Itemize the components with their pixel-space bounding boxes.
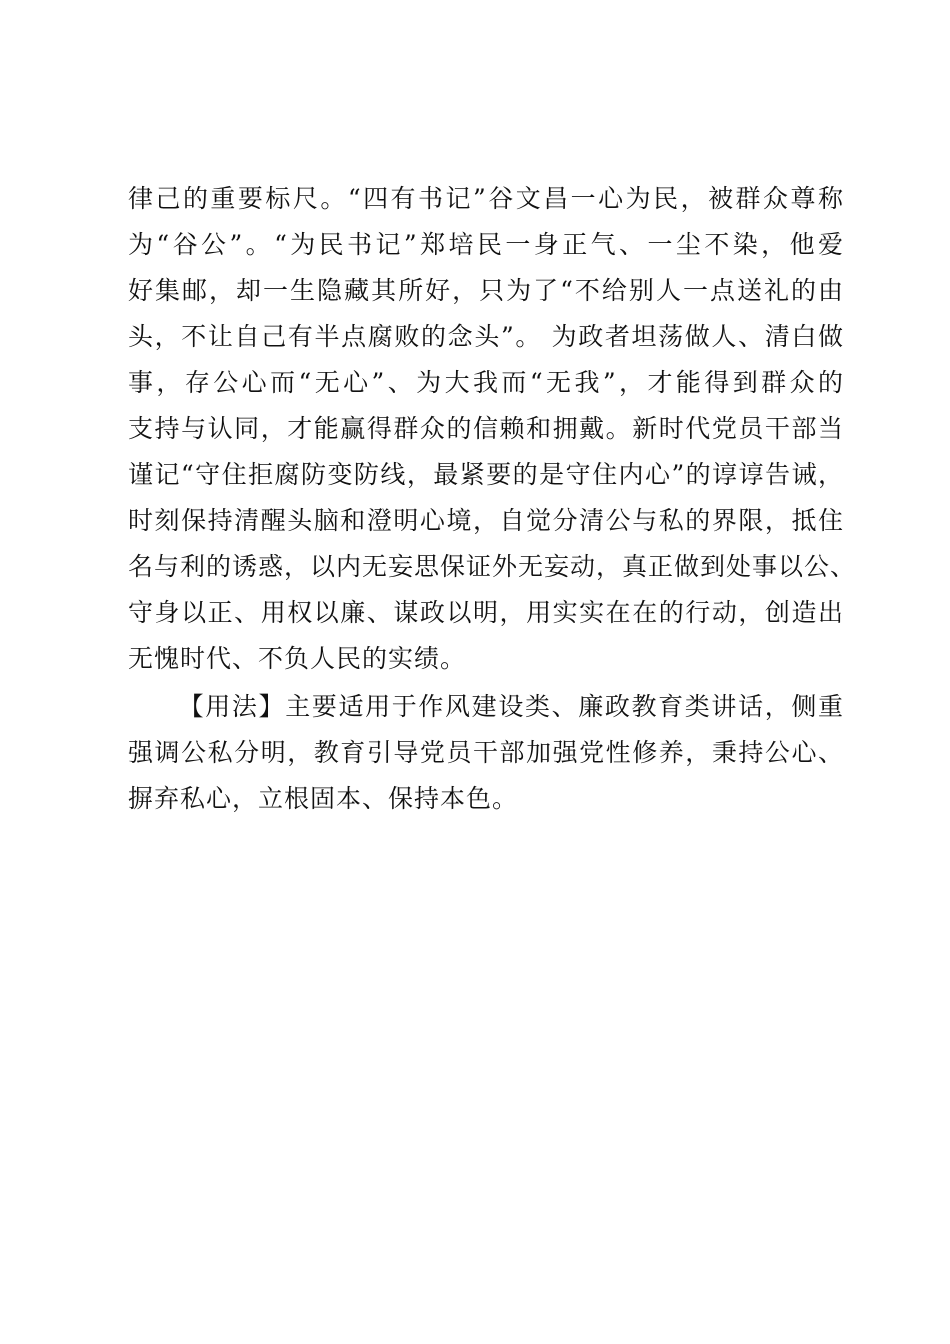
- text-line: 支持与认同，才能赢得群众的信赖和拥戴。新时代党员干部当: [128, 414, 844, 443]
- usage-line-text: 【用法】主要适用于作风建设类、廉政教育类讲话，侧重: [178, 692, 844, 721]
- usage-paragraph: [128, 684, 844, 822]
- text-line: 强调公私分明，教育引导党员干部加强党性修养，秉持公心、: [128, 738, 844, 767]
- text-line: 谨记“守住拒腐防变防线，最紧要的是守住内心”的谆谆告诫，: [128, 460, 844, 489]
- text-line: 好集邮，却一生隐藏其所好，只为了“不给别人一点送礼的由: [128, 276, 844, 305]
- text-line: 为“谷公”。“为民书记”郑培民一身正气、一尘不染，他爱: [128, 230, 844, 259]
- text-line: 守身以正、用权以廉、谋政以明，用实实在在的行动，创造出: [128, 598, 844, 627]
- text-line: 头，不让自己有半点腐败的念头”。 为政者坦荡做人、清白做: [128, 322, 844, 351]
- text-line: 摒弃私心，立根固本、保持本色。: [128, 784, 519, 813]
- text-line: 无愧时代、不负人民的实绩。: [128, 644, 467, 673]
- text-line-indented: [128, 684, 844, 730]
- text-line: 律己的重要标尺。“四有书记”谷文昌一心为民，被群众尊称: [128, 184, 844, 213]
- text-line: 事，存公心而“无心”、为大我而“无我”，才能得到群众的: [128, 368, 844, 397]
- body-paragraph: [128, 176, 857, 682]
- text-line: 名与利的诱惑，以内无妄思保证外无妄动，真正做到处事以公、: [128, 552, 857, 581]
- text-line: 时刻保持清醒头脑和澄明心境，自觉分清公与私的界限，抵住: [128, 506, 844, 535]
